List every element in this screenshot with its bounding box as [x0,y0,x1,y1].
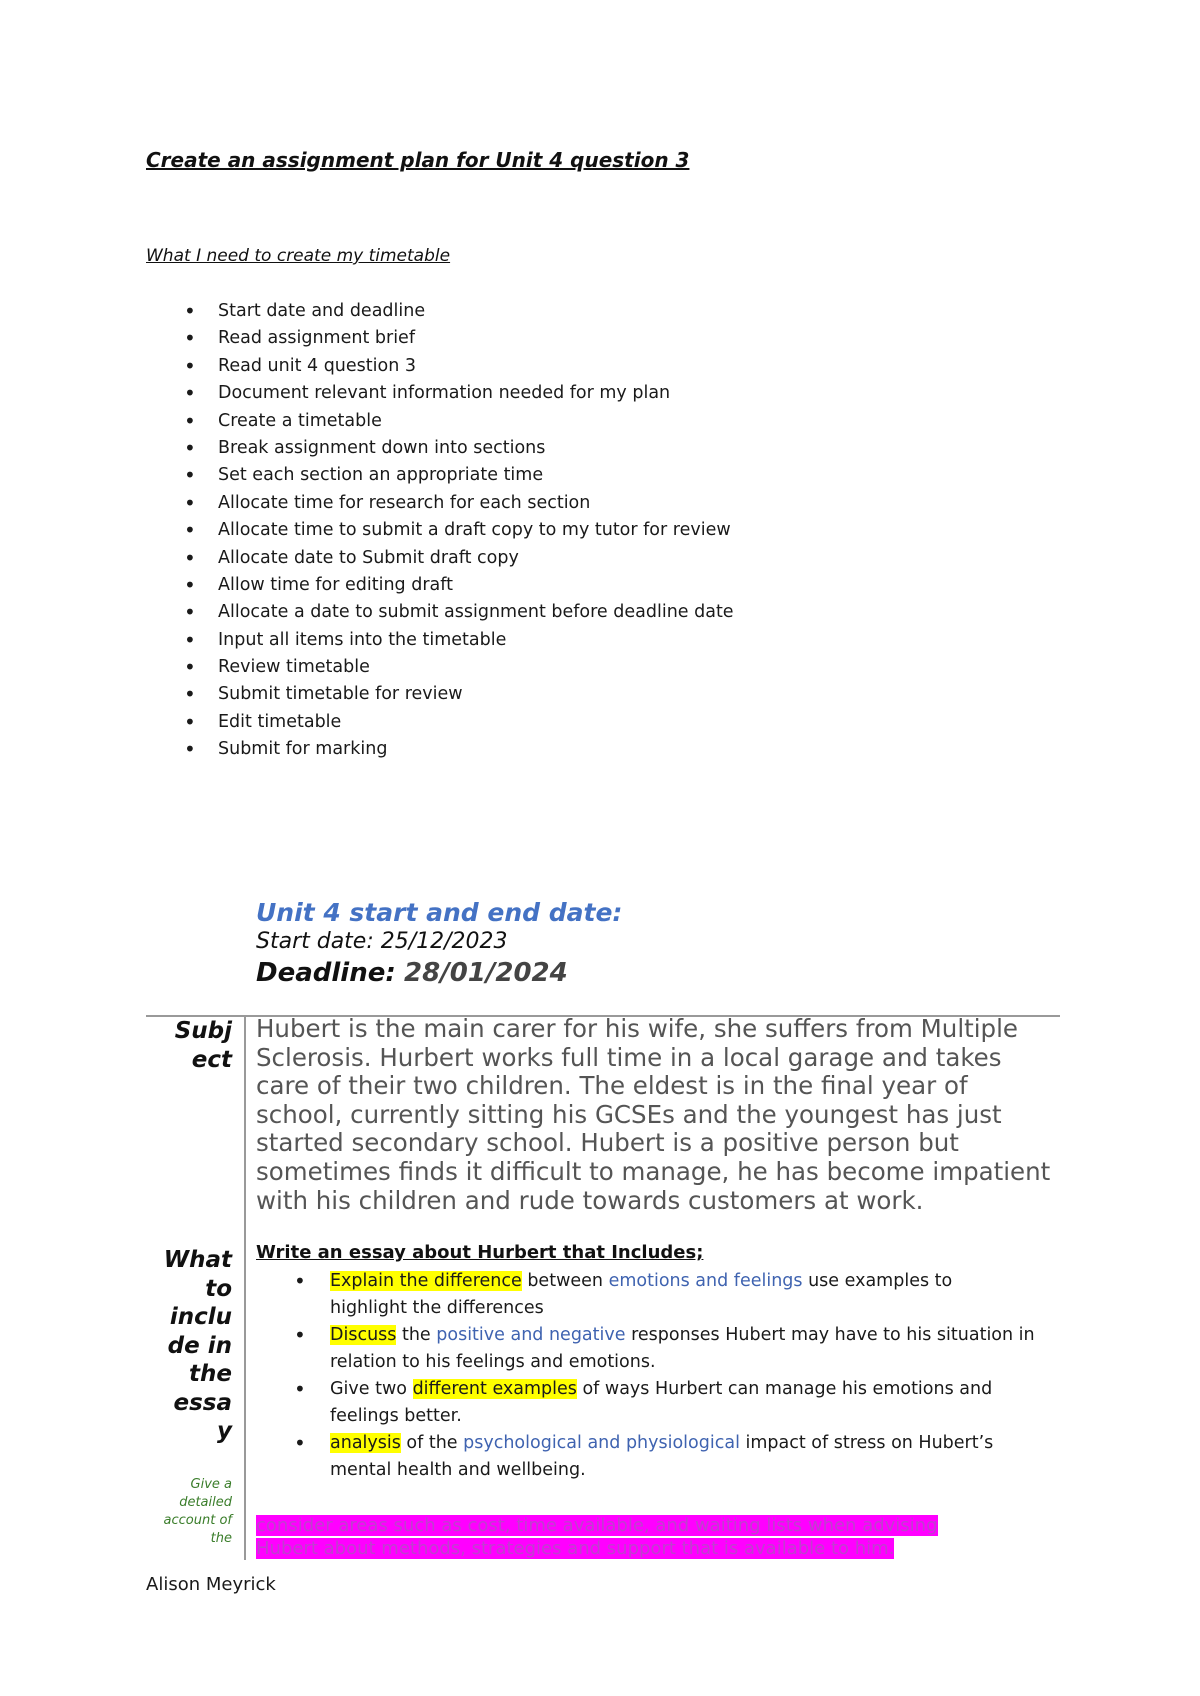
list-item: • Review timetable [146,654,846,681]
list-item: • Input all items into the timetable [146,627,846,654]
list-item: • Allocate date to Submit draft copy [146,545,846,572]
highlighted-note: consider areas such as cost, time available, and waiting lists when advising Hubert about methods, strategies and support that is available to him. [256,1515,938,1559]
section-subtitle: What I need to create my timetable [146,246,451,266]
unit-dates [256,898,622,990]
list-item: • Discuss the positive and negative responses Hubert may have to his situation in relation to his feelings and emotions. [256,1322,1056,1376]
subject-text: Hubert is the main carer for his wife, she suffers from Multiple Sclerosis. Hurbert works full time in a local garage and takes care of their two children. The eldest is in the final year of school, currently sitting his GCSEs and the youngest has just started secondary school. Hubert is a positive person but sometimes finds it difficult to manage, he has become impatient with his children and rude towards customers at work. [256,1014,1051,1215]
footer-author: Alison Meyrick [146,1574,276,1595]
list-item: • Allow time for editing draft [146,572,846,599]
list-item: • Create a timetable [146,408,846,435]
list-item: • Read unit 4 question 3 [146,353,846,380]
deadline-value: 28/01/2024 [404,958,568,988]
list-item: • Set each section an appropriate time [146,462,846,489]
list-item: • Allocate time to submit a draft copy to my tutor for review [146,517,846,544]
page-title: Create an assignment plan for Unit 4 question 3 [146,148,690,172]
subject-label: Subj ect [174,1018,232,1073]
essay-tasks [256,1268,1056,1484]
start-date: Start date: 25/12/2023 [256,929,508,954]
list-item: • Break assignment down into sections [146,435,846,462]
list-item: • Document relevant information needed for my plan [146,380,846,407]
list-item: • Submit timetable for review [146,681,846,708]
essay-label: What to inclu de in the essa y [163,1247,232,1444]
dates-heading: Unit 4 start and end date: [256,898,623,927]
list-item: • Read assignment brief [146,325,846,352]
timetable-checklist [146,298,846,764]
essay-heading: Write an essay about Hurbert that Includes; [256,1242,704,1263]
list-item: • Edit timetable [146,709,846,736]
list-item: • Allocate time for research for each section [146,490,846,517]
list-item: • Submit for marking [146,736,846,763]
list-item: • Allocate a date to submit assignment before deadline date [146,599,846,626]
list-item: • Give two different examples of ways Hurbert can manage his emotions and feelings better. [256,1376,1056,1430]
list-item: • Explain the difference between emotions and feelings use examples to highlight the differences [256,1268,1056,1322]
deadline [256,956,622,990]
deadline-label: Deadline: [256,958,396,988]
list-item: • analysis of the psychological and physiological impact of stress on Hubert’s mental health and wellbeing. [256,1430,1056,1484]
side-note: Give a detailed account of the [163,1477,232,1546]
list-item: • Start date and deadline [146,298,846,325]
table-column-divider [244,1016,246,1560]
